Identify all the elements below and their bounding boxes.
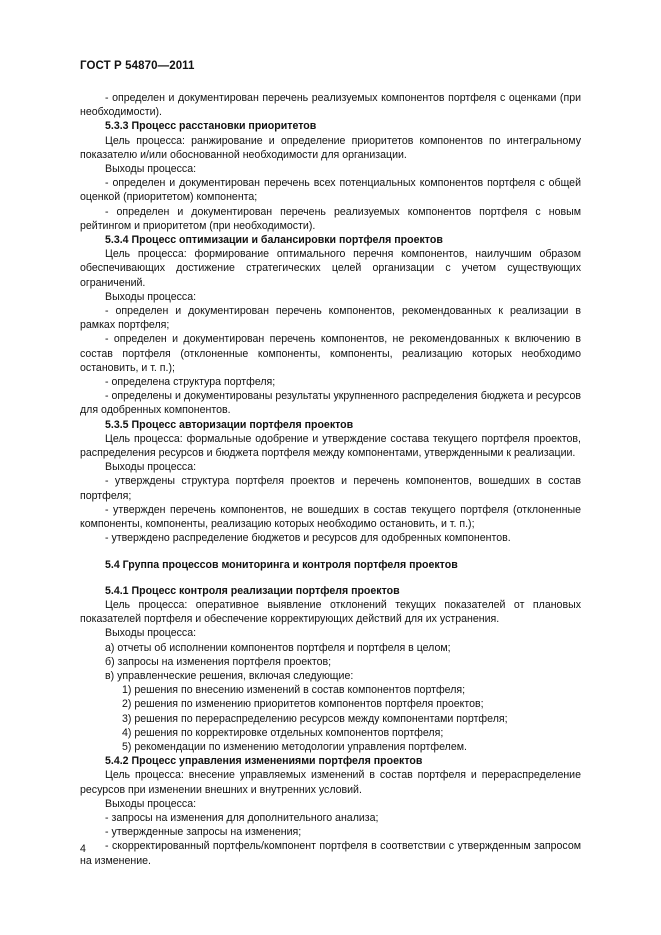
section-heading: 5.4.2 Процесс управления изменениями портфеля проектов — [105, 755, 423, 768]
list-item: - определен и документирован перечень реализуемых компонентов портфеля с новым рейтингом и приоритетом (при необходимости). — [80, 205, 581, 232]
paragraph: - определен и документирован перечень реализуемых компонентов портфеля с оценками (при необходимости). — [80, 92, 581, 119]
paragraph: Цель процесса: формирование оптимального перечня компонентов, наилучшим образом обеспечивающих достижение стратегических целей организации с учетом существующих ограничений. — [80, 248, 581, 289]
list-item: - скорректированный портфель/компонент портфеля в соответствии с утвержденным запросом на изменение. — [80, 840, 581, 867]
paragraph: Цель процесса: внесение управляемых изменений в состав портфеля и перераспределение ресурсов при изменении внешних и внутренних условий. — [80, 769, 581, 796]
list-item: 5) рекомендации по изменению методологии управления портфелем. — [122, 740, 467, 753]
document-header: ГОСТ Р 54870—2011 — [80, 60, 195, 72]
list-item: 4) решения по корректировке отдельных компонентов портфеля; — [122, 726, 444, 739]
list-item: б) запросы на изменения портфеля проектов; — [105, 655, 332, 668]
list-item: - определен и документирован перечень всех потенциальных компонентов портфеля с общей оценкой (приоритетом) компонента; — [80, 177, 581, 204]
list-item: - утвержденные запросы на изменения; — [105, 826, 302, 839]
list-item: - определен и документирован перечень компонентов, рекомендованных к реализации в рамках портфеля; — [80, 305, 581, 332]
paragraph: Выходы процесса: — [105, 461, 197, 474]
list-item: а) отчеты об исполнении компонентов портфеля и портфеля в целом; — [105, 641, 451, 654]
section-heading: 5.3.5 Процесс авторизации портфеля проектов — [105, 418, 354, 431]
paragraph: Выходы процесса: — [105, 797, 197, 810]
paragraph: Цель процесса: ранжирование и определение приоритетов компонентов по интегральному показателю и/или обоснованной необходимости для организации. — [80, 134, 581, 161]
list-item: - утверждены структура портфеля проектов и перечень компонентов, вошедших в состав портфеля; — [80, 475, 581, 502]
paragraph: Цель процесса: формальные одобрение и утверждение состава текущего портфеля проектов, распределения ресурсов и бюджета портфеля между компонентами, утвержденными к реализации. — [80, 432, 581, 460]
list-item: - утвержден перечень компонентов, не вошедших в состав текущего портфеля (отклоненные компоненты, компоненты, реализацию которых необходимо остановить, и т. п.); — [80, 503, 581, 531]
paragraph: Выходы процесса: — [105, 627, 197, 640]
list-item: - запросы на изменения для дополнительного анализа; — [105, 811, 379, 824]
list-item: - определена структура портфеля; — [105, 376, 276, 389]
section-heading: 5.3.3 Процесс расстановки приоритетов — [105, 120, 317, 133]
document-body — [80, 91, 581, 868]
list-item: - определен и документирован перечень компонентов, не рекомендованных к включению в состав портфеля (отклоненные компоненты, компоненты, реализацию которых необходимо остановить, и т. п.); — [80, 333, 581, 374]
section-heading: 5.4.1 Процесс контроля реализации портфеля проектов — [105, 584, 400, 597]
list-item: 2) решения по изменению приоритетов компонентов портфеля проектов; — [122, 698, 484, 711]
list-item: в) управленческие решения, включая следующие: — [105, 669, 354, 682]
list-item: 1) решения по внесению изменений в состав компонентов портфеля; — [122, 684, 466, 697]
paragraph: Выходы процесса: — [105, 290, 197, 303]
section-heading: 5.3.4 Процесс оптимизации и балансировки портфеля проектов — [105, 234, 443, 247]
paragraph: Выходы процесса: — [105, 163, 197, 176]
list-item: - утверждено распределение бюджетов и ресурсов для одобренных компонентов. — [105, 532, 511, 545]
section-heading: 5.4 Группа процессов мониторинга и контроля портфеля проектов — [105, 558, 458, 571]
list-item: 3) решения по перераспределению ресурсов между компонентами портфеля; — [122, 712, 508, 725]
paragraph: Цель процесса: оперативное выявление отклонений текущих показателей от плановых показателей портфеля и обеспечение корректирующих действий для их устранения. — [80, 598, 581, 626]
list-item: - определены и документированы результаты укрупненного распределения бюджета и ресурсов для одобренных компонентов. — [80, 390, 581, 417]
page-number: 4 — [80, 843, 86, 855]
